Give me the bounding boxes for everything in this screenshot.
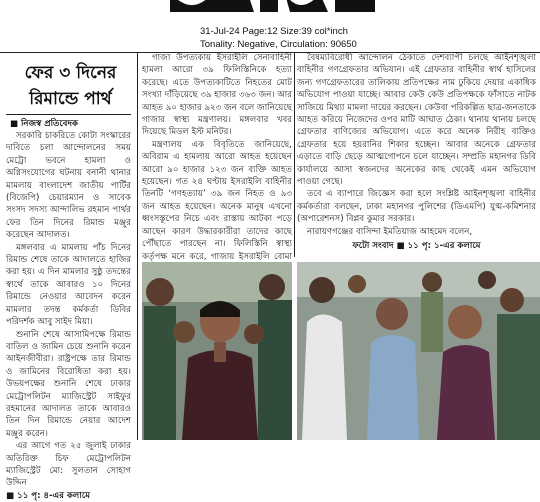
column-divider-mid: [294, 52, 295, 257]
photo-arrests: [297, 262, 540, 440]
mid-paragraph: মন্ত্রণালয় এক বিবৃতিতে জানিয়েছে, অবিরাম এ হামলায় আরো আহত হয়েছেন আরো ৯০ হাজার ১২৩ জন ব্যক্তি আহত হয়েছেন। গত ২৪ ঘণ্টায় ইসরাইলি বাহিনীর তিনটি ‘গণহত্যায়’ ৩৯ জন নিহত ও ৯৩ জন আহত হয়েছেন। অনেক মানুষ এখনো ধ্বংসস্তূপের নিচে এবং রাস্তায় আটকা পড়ে আছেন কারণ উদ্ধারকারীরা তাদের কাছে পৌঁছাতে পারছেন না। ফিলিস্তিনি স্বাস্থ্য কর্তৃপক্ষ মনে করে, গাজায় ইসরাইলি বোমা: [142, 139, 292, 262]
headline-line-1: ফের ৩ দিনের: [24, 63, 117, 83]
headline-line-2: রিমান্ডে পার্থ: [29, 89, 112, 109]
clipping-tone-line: Tonality: Negative, Circulation: 90650: [200, 39, 357, 50]
left-paragraph: এর আগে গত ২৫ জুলাই ঢাকার অতিরিক্ত চিফ মেট্রোপলিটন ম্যাজিস্ট্রেট মো: সুলতান সোহাগ উদ্দিন: [6, 441, 131, 489]
right-paragraph: বৈষম্যবিরোধী আন্দোলন ঠেকাতে দেশব্যাপী চলছে আইনশৃঙ্খলা বাহিনীর গণগ্রেফতার অভিযান। এই গ্রেফতার বাহিনীর স্বার্থ হাসিলের জন্য গণগ্রেফতারের তালিকায় প্রতিপক্ষের নাম ঢুকিয়ে দেয়ার একাধিক অভিযোগ পাওয়া যাচ্ছে। আবার কেউ কেউ প্রতিপক্ষকে ফাঁসাতে নাটক সাজিয়ে মিথ্যা মামলা দায়ের করছেন। কেউবা পরিকল্পিত ছাত্র-জনতাকে আহত করিয়ে নিজেদের ওপর মাটি আঘাত ঠেকা। থানায় থানায় চলছে গ্রেফতার বাণিজ্যের অভিযোগ। এতে করে অনেক নিরীহ ব্যক্তিও গ্রেফতার হয়ে হয়রানির শিকার হচ্ছেন। আবার অনেকে গ্রেফতার এড়াতে বাড়ি ছেড়ে আত্মগোপনে চলে যাচ্ছেন। সম্প্রতি মহানগর ডিবি কার্যালয়ে আসা স্বজনদের অনেকের কাছ থেকেই এমন অভিযোগ পাওয়া গেছে।: [297, 53, 536, 188]
article-headline: [8, 60, 133, 112]
headline-rule: [6, 114, 131, 115]
byline: ■ নিজস্ব প্রতিবেদক: [10, 119, 78, 129]
left-column-text: [6, 130, 131, 501]
right-paragraph: নারায়ণগঞ্জের বাসিন্দা ইমতিয়াজ আহমেদ বলেন,: [307, 226, 473, 237]
left-paragraph: শুনানি শেষে আসামিপক্ষে রিমান্ড বাতিল ও জামিন চেয়ে শুনানি করেন আইনজীবীরা। রাষ্ট্রপক্ষে তার রিমান্ড ও জামিনের বিরোধিতা করা হয়। উভয়পক্ষের শুনানি শেষে ঢাকার মেট্রোপলিটন ম্যাজিস্ট্রেট সাইফুর রহমানের আদালত তাকে আবারও তিন দিন রিমান্ডে নেয়ার আদেশ মঞ্জুর করেন।: [6, 329, 131, 439]
photo-parth-escorted: [142, 262, 292, 440]
right-paragraph: তবে এ ব্যাপারে জিজ্ঞেস করা হলে সংশ্লিষ্ট আইনশৃঙ্খলা বাহিনীর কর্মকর্তারা বলছেন, ঢাকা মহানগর পুলিশের (ডিএমপি) যুগ্ম-কমিশনার (অপারেশনস) বিপ্লব কুমার সরকার।: [297, 189, 536, 225]
right-continuation: ফটো সংবাদ ■ ১১ পৃ: ১-এর কলামে: [352, 241, 481, 252]
mid-paragraph: গাজা উপত্যকায় ইসরাইলি সেনাবাহিনী হামলা আরো ৩৯ ফিলিস্তিনিকে হত্যা করেছে। এতে উপত্যকাটিতে নিহতের মোট সংখ্যা দাঁড়িয়েছে ৩৯ হাজার ৩৬৩ জন। আর আহত ৯০ হাজার ৯২৩ জন বলে জানিয়েছে গাজার স্বাস্থ্য মন্ত্রণালয়। মঙ্গলবার খবর দিয়েছে মিডল ইস্ট মনিটর।: [142, 53, 292, 138]
left-continuation: ■ ১১ পৃ: ৪-এর কলামে: [6, 490, 91, 501]
middle-column-text: [142, 52, 292, 262]
masthead: [0, 0, 540, 52]
photo-left-image: [142, 262, 292, 440]
newspaper-logo: [150, 0, 390, 16]
column-divider-left: [137, 52, 138, 440]
clipping-date-line: 31-Jul-24 Page:12 Size:39 col*inch: [200, 26, 348, 37]
right-column-text: [297, 52, 536, 257]
left-paragraph: মঙ্গলবার এ মামলায় পাঁচ দিনের রিমান্ড শেষে তাকে আদালতে হাজির করা হয়। এ দিন মামলার সুষ্ঠু তদন্তের স্বার্থে তাকে আবারও ১০ দিনের রিমান্ডে নেওয়ার আবেদন করেন মামলার তদন্ত কর্মকর্তা ডিবির পরিদর্শক আবু সাইদ মিয়া।: [6, 242, 131, 328]
photo-right-image: [297, 262, 540, 440]
left-paragraph: সরকারি চাকরিতে কোটা সংস্কারের দাবিতে চলা আন্দোলনের সময় মেট্রো ভবনে হামলা ও অগ্নিসংযোগের ঘটনায় বনানী থানার মামলায় বাংলাদেশ জাতীয় পার্টির (বিজেপি) চেয়ারম্যান ও সাবেক সংসদ সদস্য আন্দালিভ রহমান পার্থর ফের তিন দিনের রিমান্ড মঞ্জুর করেছেন আদালত।: [6, 131, 131, 241]
